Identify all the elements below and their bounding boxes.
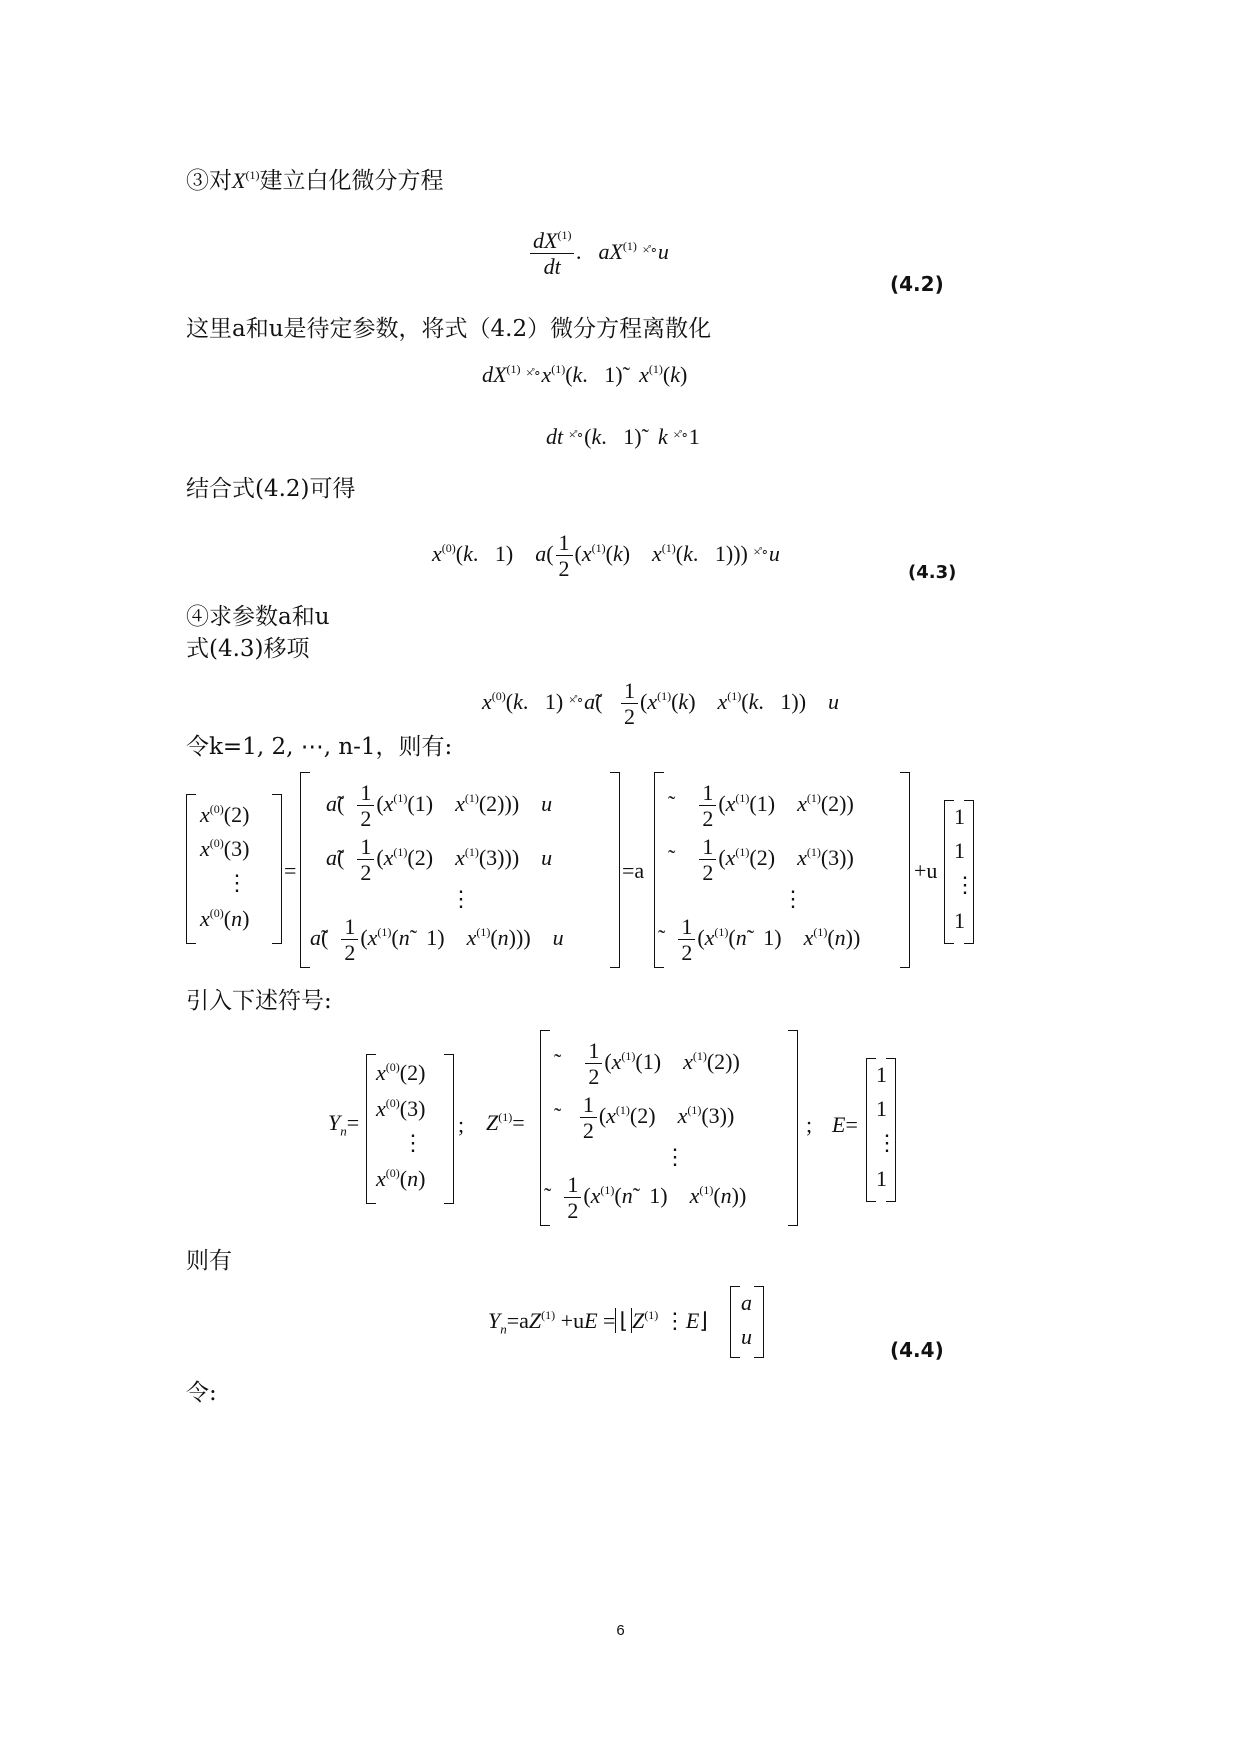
semicolon-1: ;	[458, 1112, 465, 1137]
step3-rest: 建立白化微分方程	[259, 168, 444, 194]
moved-equation: $x^{(0)}(k$. 1) ×̊∘ã( $\frac{1}{2}$ ($x^{(1)}(k)$ $x^{(1)}(k$. 1)) u	[482, 678, 840, 730]
matrix-z1: ˜ $\frac{1}{2}$ ($x^{(1)}(1)$ $x^{(1)}(2)$) ˜ $\frac{1}{2}$ ($x^{(1)}(2)$ $x^{(1)}(3)$) ⋮ ˜ $\frac{1}{2}$ ($x^{(1)}(ñ$ 1) $x^{(1)}(n)$)	[540, 1030, 798, 1226]
equation-number-4-3: (4.3)	[908, 562, 957, 583]
let-line: 令:	[186, 1380, 217, 1406]
matrix-ones-1: 1 1 ⋮ 1	[944, 800, 974, 944]
matrix-expanded: ã( $\frac{1}{2}$ ($x^{(1)}(1)$ $x^{(1)}(2)$)) u ã( $\frac{1}{2}$ ($x^{(1)}(2)$ $x^{(1)}(3)$)) u ⋮ ã( $\frac{1}{2}$ ($x^{(1)}(ñ$ 1) $x^{(1)}(n)$)) u	[300, 772, 620, 968]
matrix-au: a u	[730, 1286, 764, 1358]
matrix-e: 1 1 ⋮ 1	[866, 1058, 896, 1202]
equals-1: =	[284, 858, 297, 883]
step3-label: ③对	[186, 168, 232, 194]
matrix-x0-column: $x^{(0)}(2)$ $x^{(0)}(3)$ ⋮ $x^{(0)}(n)$	[186, 794, 282, 944]
z1-label: $Z^{(1)}=$	[486, 1110, 525, 1135]
yn-label: $Y_n=$	[328, 1110, 360, 1139]
e-label: E=	[832, 1112, 858, 1137]
discrete-eq-2: dt ×̊∘(k. 1)̃ k ×̊∘1	[546, 424, 700, 449]
equation-4-4: $Y_n=aZ^{(1)} +uE$ = ⌊ $Z^{(1)}$ ⋮E⌋	[488, 1308, 708, 1337]
plus-u: +u	[914, 858, 938, 883]
equation-4-2: $\frac{dX^{(1)}}{dt}$ . $aX^{(1)}$ ×̊∘u	[528, 228, 669, 280]
note-line: 这里a和u是待定参数，将式（4.2）微分方程离散化	[186, 316, 712, 342]
step4-line: ④求参数a和u	[186, 604, 330, 630]
combine-line: 结合式(4.2)可得	[186, 476, 356, 502]
semicolon-2: ;	[806, 1112, 813, 1137]
move-line: 式(4.3)移项	[186, 636, 310, 662]
page-number: 6	[616, 1622, 625, 1639]
matrix-z-expanded: ˜ $\frac{1}{2}$ ($x^{(1)}(1)$ $x^{(1)}(2)$) ˜ $\frac{1}{2}$ ($x^{(1)}(2)$ $x^{(1)}(3)$) ⋮ ˜ $\frac{1}{2}$ ($x^{(1)}(ñ$ 1) $x^{(1)}(n)$)	[654, 772, 910, 968]
then-have-line: 则有	[186, 1248, 232, 1274]
equation-4-3: $x^{(0)}(k$. 1) a( $\frac{1}{2}$ ($x^{(1)}(k)$ $x^{(1)}(k$. 1))) ×̊∘u	[432, 530, 780, 582]
let-k-line: 令k=1, 2, ⋯, n-1，则有:	[186, 734, 453, 760]
equation-number-4-4: (4.4)	[890, 1338, 944, 1362]
introduce-line: 引入下述符号:	[186, 988, 332, 1014]
equation-number-4-2: (4.2)	[890, 272, 944, 296]
equals-a: =a	[622, 858, 645, 883]
discrete-eq-1: $dX^{(1)}$ $^{\times̊\circ}x^{(1)}(k$. 1)̃ $x^{(1)}(k)$	[482, 362, 688, 387]
step3-line	[186, 168, 443, 196]
step3-var: $X^{(1)}$	[232, 168, 260, 193]
matrix-yn: $x^{(0)}(2)$ $x^{(0)}(3)$ ⋮ $x^{(0)}(n)$	[366, 1054, 454, 1204]
